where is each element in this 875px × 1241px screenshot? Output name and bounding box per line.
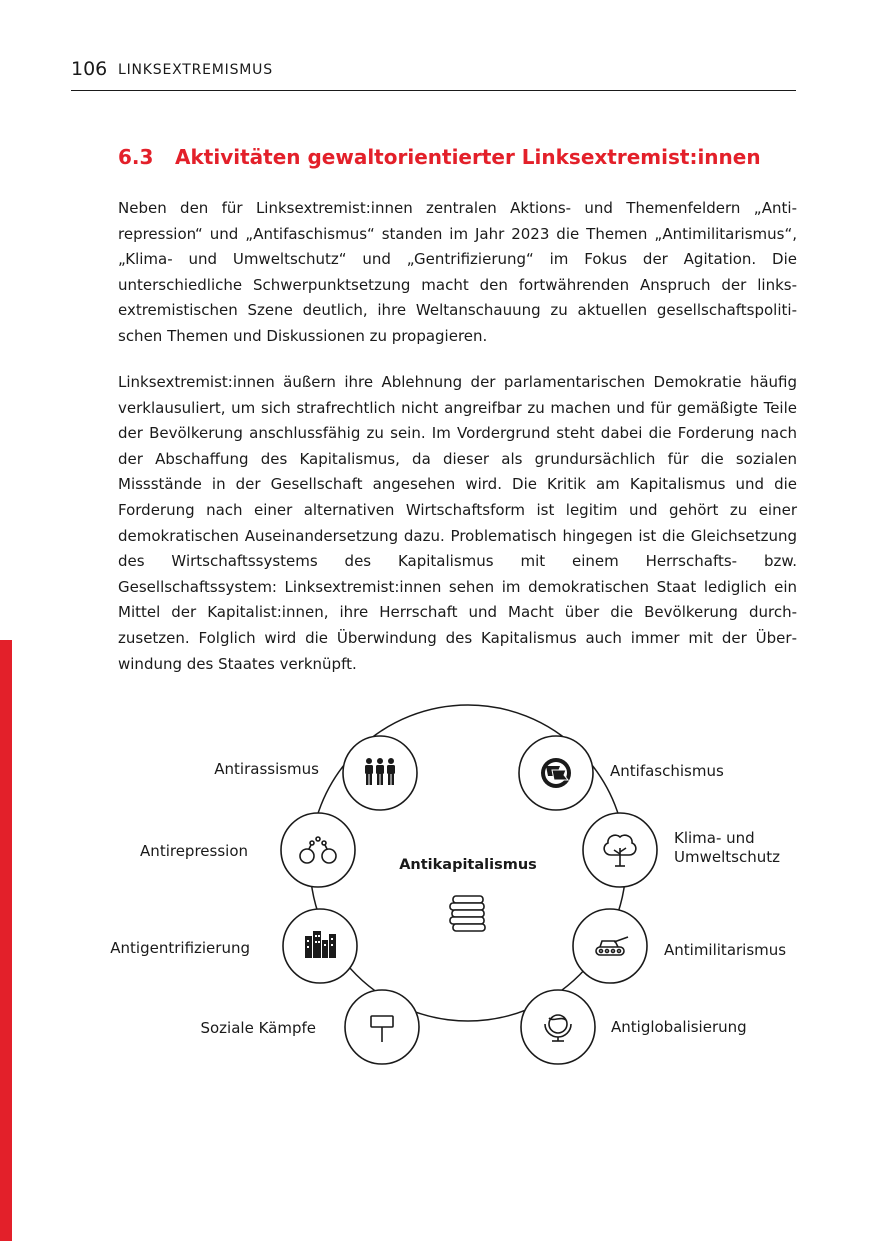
running-header: [71, 56, 796, 91]
label-soziale-kaempfe: Soziale Kämpfe: [200, 1019, 316, 1037]
center-label: Antikapitalismus: [399, 857, 537, 873]
section-title: Aktivitäten gewaltorientierter Linksextremist:innen: [175, 145, 761, 169]
section-number: 6.3: [118, 145, 154, 169]
label-antirepression: Antirepression: [140, 842, 248, 860]
body-paragraph-2: Linksextremist:innen äußern ihre Ablehnung der parlamentarischen Demokratie häufig verklausuliert, um sich strafrechtlich nicht angreifbar zu machen und für gemäßigte Teile der Bevölkerung anschlussfähig zu sein. Im Vordergrund steht dabei die Forderung nach der Abschaffung des Kapitalismus, da dieser als grundursächlich für die sozialen Missstände in der Gesellschaft angesehen wird. Die Kritik am Kapitalismus und die Forderung nach einer alternativen Wirtschaftsform ist legitim und gehört zu einer demokratischen Auseinandersetzung dazu. Problematisch hingegen ist die Gleichsetzung des Wirtschaftssystems des Kapitalismus mit einem Herrschafts- bzw. Gesellschaftssystem: Linksextremist:innen sehen im demokratischen Staat lediglich ein Mittel der Kapitalist:innen, ihre Herrschaft und Macht über die Bevölkerung durchzusetzen. Folglich wird die Überwindung des Kapitalismus auch immer mit der Überwindung des Staates verknüpft.: [118, 373, 797, 673]
node-circle-antirepression: [281, 813, 355, 887]
label-antimilitarismus: Antimilitarismus: [664, 941, 787, 959]
label-antirassismus: Antirassismus: [214, 760, 319, 778]
label-antifaschismus: Antifaschismus: [610, 762, 724, 780]
page-number: 106: [71, 58, 108, 80]
coin-stack-icon: [450, 896, 485, 931]
label-klima-line2: Umweltschutz: [674, 848, 780, 866]
section-heading: [118, 145, 761, 169]
node-circle-antimilitarismus: [573, 909, 647, 983]
label-antigentrifizierung: Antigentrifizierung: [110, 939, 250, 957]
label-klima-line1: Klima- und: [674, 829, 755, 847]
body-paragraph-1: Neben den für Linksextremist:innen zentralen Aktions- und Themenfeldern „Antirepression“ und „Antifaschismus“ standen im Jahr 2023 die Themen „Antimilitarismus“, „Klima- und Umweltschutz“ und „Gentrifizierung“ im Fokus der Agitation. Die unterschiedliche Schwerpunktsetzung macht den fortwährenden Anspruch der linksextremistischen Szene deutlich, ihre Weltanschauung zu aktuellen gesellschaftspolitischen Themen und Diskussionen zu propagieren.: [118, 199, 797, 345]
label-antiglobalisierung: Antiglobalisierung: [611, 1018, 747, 1036]
antifa-flag-icon: [541, 758, 571, 788]
node-circle-antiglobalisierung: [521, 990, 595, 1064]
topics-diagram: [0, 700, 875, 1120]
running-title: LINKSEXTREMISMUS: [118, 62, 273, 78]
